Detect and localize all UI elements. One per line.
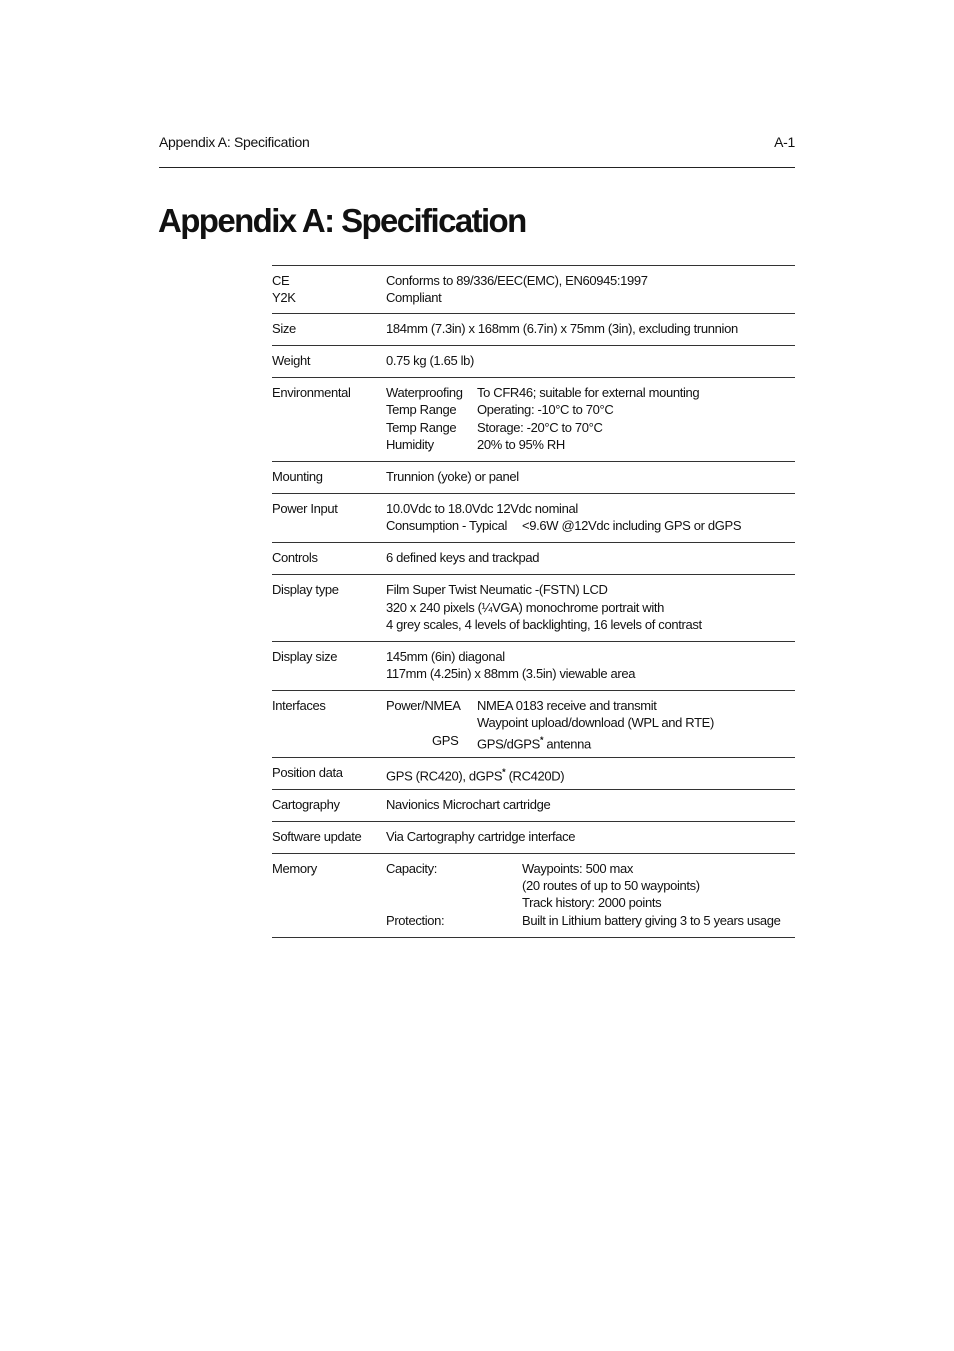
running-header bbox=[159, 134, 795, 154]
position-value-text: GPS (RC420), dGPS bbox=[386, 768, 503, 784]
row-value-controls: 6 defined keys and trackpad bbox=[386, 550, 540, 565]
spec-row-memory bbox=[272, 854, 795, 938]
display-type-line: Film Super Twist Neumatic -(FSTN) LCD bbox=[386, 582, 608, 597]
row-label-interfaces: Interfaces bbox=[272, 698, 326, 713]
env-key: Temp Range bbox=[386, 402, 457, 417]
spec-row-ce-y2k bbox=[272, 266, 795, 314]
display-type-line: 320 x 240 pixels (¼VGA) monochrome portrait with bbox=[386, 600, 664, 615]
row-value-cartography: Navionics Microchart cartridge bbox=[386, 797, 551, 812]
interface-value-text: GPS/dGPS bbox=[477, 736, 540, 752]
spec-row-size bbox=[272, 314, 795, 346]
interface-value-text: antenna bbox=[543, 736, 591, 752]
spec-row-environmental bbox=[272, 378, 795, 462]
row-value-size: 184mm (7.3in) x 168mm (6.7in) x 75mm (3in), excluding trunnion bbox=[386, 321, 738, 336]
position-value-text: (RC420D) bbox=[505, 768, 565, 784]
spec-row-mounting bbox=[272, 462, 795, 494]
row-label-display-type: Display type bbox=[272, 582, 339, 597]
spec-table bbox=[272, 265, 795, 938]
row-label-memory: Memory bbox=[272, 861, 317, 876]
asterisk-mark: * bbox=[502, 767, 506, 777]
row-label-power-input: Power Input bbox=[272, 501, 338, 516]
memory-key: Protection: bbox=[386, 913, 445, 928]
row-label-cartography: Cartography bbox=[272, 797, 340, 812]
interface-value bbox=[477, 732, 591, 753]
interface-value: Waypoint upload/download (WPL and RTE) bbox=[477, 715, 714, 730]
env-value: Storage: -20°C to 70°C bbox=[477, 420, 603, 435]
header-section-title: Appendix A: Specification bbox=[159, 134, 310, 150]
header-page-number: A-1 bbox=[774, 134, 795, 150]
row-value-software-update: Via Cartography cartridge interface bbox=[386, 829, 576, 844]
row-value-weight: 0.75 kg (1.65 lb) bbox=[386, 353, 474, 368]
row-label-mounting: Mounting bbox=[272, 469, 323, 484]
memory-value: Waypoints: 500 max bbox=[522, 861, 633, 876]
spec-row-weight bbox=[272, 346, 795, 378]
row-value-ce: Conforms to 89/336/EEC(EMC), EN60945:1997 bbox=[386, 273, 648, 288]
row-label-display-size: Display size bbox=[272, 649, 338, 664]
asterisk-mark: * bbox=[539, 735, 544, 745]
row-value-y2k: Compliant bbox=[386, 290, 442, 305]
env-value: 20% to 95% RH bbox=[477, 437, 565, 452]
env-key: Waterproofing bbox=[386, 385, 463, 400]
display-size-line: 117mm (4.25in) x 88mm (3.5in) viewable area bbox=[386, 666, 636, 681]
interface-key: GPS bbox=[432, 733, 459, 748]
row-label-ce: CE bbox=[272, 273, 290, 288]
env-value: To CFR46; suitable for external mounting bbox=[477, 385, 700, 400]
spec-row-software-update bbox=[272, 822, 795, 854]
row-value-mounting: Trunnion (yoke) or panel bbox=[386, 469, 519, 484]
row-label-controls: Controls bbox=[272, 550, 318, 565]
header-rule bbox=[159, 167, 795, 168]
env-key: Temp Range bbox=[386, 420, 457, 435]
row-value-position-data bbox=[386, 764, 564, 785]
row-label-weight: Weight bbox=[272, 353, 311, 368]
memory-value: Track history: 2000 points bbox=[522, 895, 662, 910]
spec-row-controls bbox=[272, 543, 795, 575]
row-label-position-data: Position data bbox=[272, 765, 343, 780]
memory-value: (20 routes of up to 50 waypoints) bbox=[522, 878, 700, 893]
interface-value: NMEA 0183 receive and transmit bbox=[477, 698, 657, 713]
env-value: Operating: -10°C to 70°C bbox=[477, 402, 614, 417]
memory-value: Built in Lithium battery giving 3 to 5 years usage bbox=[522, 913, 781, 928]
spec-row-display-type bbox=[272, 575, 795, 642]
power-line: 10.0Vdc to 18.0Vdc 12Vdc nominal bbox=[386, 501, 578, 516]
row-label-size: Size bbox=[272, 321, 296, 336]
power-key: Consumption - Typical bbox=[386, 518, 508, 533]
interface-key: Power/NMEA bbox=[386, 698, 461, 713]
power-value: <9.6W @12Vdc including GPS or dGPS bbox=[522, 518, 742, 533]
row-label-y2k: Y2K bbox=[272, 290, 296, 305]
spec-row-power-input bbox=[272, 494, 795, 543]
spec-row-interfaces bbox=[272, 691, 795, 758]
row-label-environmental: Environmental bbox=[272, 385, 351, 400]
spec-row-position-data bbox=[272, 758, 795, 790]
display-size-line: 145mm (6in) diagonal bbox=[386, 649, 505, 664]
spec-row-display-size bbox=[272, 642, 795, 691]
row-label-software-update: Software update bbox=[272, 829, 362, 844]
env-key: Humidity bbox=[386, 437, 434, 452]
display-type-line: 4 grey scales, 4 levels of backlighting, 16 levels of contrast bbox=[386, 617, 702, 632]
spec-row-cartography bbox=[272, 790, 795, 822]
memory-key: Capacity: bbox=[386, 861, 438, 876]
page-title: Appendix A: Specification bbox=[158, 202, 526, 239]
